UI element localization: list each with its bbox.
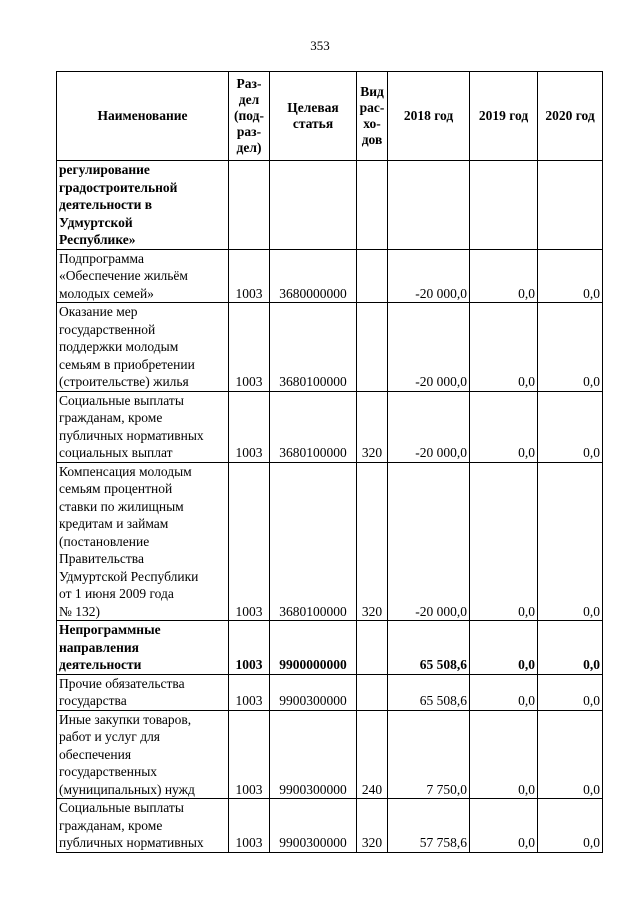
row-2018: -20 000,0 [388,303,470,392]
row-2019: 0,0 [470,249,538,303]
row-2019: 0,0 [470,621,538,675]
row-expense-type: 240 [357,710,388,799]
row-target: 3680100000 [270,391,357,462]
row-2020: 0,0 [538,249,603,303]
row-expense-type: 320 [357,391,388,462]
row-section: 1003 [229,621,270,675]
row-2018: 57 758,6 [388,799,470,853]
column-header-2019: 2019 год [470,72,538,161]
row-expense-type [357,303,388,392]
row-2020: 0,0 [538,391,603,462]
row-2018: -20 000,0 [388,391,470,462]
row-name: Подпрограмма «Обеспечение жильём молодых семей» [57,249,229,303]
row-target: 3680000000 [270,249,357,303]
row-name: регулирование градостроительной деятельности в Удмуртской Республике» [57,161,229,250]
row-2018: 7 750,0 [388,710,470,799]
table-row [57,799,603,853]
row-2020: 0,0 [538,462,603,621]
row-name: Оказание мер государственной поддержки молодым семьям в приобретении (строительстве) жилья [57,303,229,392]
row-name: Социальные выплаты гражданам, кроме публичных нормативных социальных выплат [57,391,229,462]
row-2019: 0,0 [470,799,538,853]
row-section: 1003 [229,391,270,462]
row-2020: 0,0 [538,621,603,675]
column-header-section: Раз- дел (под- раз- дел) [229,72,270,161]
row-2018: -20 000,0 [388,462,470,621]
row-section: 1003 [229,674,270,710]
column-header-expense-type: Вид рас- хо- дов [357,72,388,161]
row-section [229,161,270,250]
row-expense-type [357,161,388,250]
row-name: Компенсация молодым семьям процентной ставки по жилищным кредитам и займам (постановление Правительства Удмуртской Республики от 1 июня 2009 года № 132) [57,462,229,621]
row-target: 3680100000 [270,462,357,621]
row-section: 1003 [229,710,270,799]
row-target: 3680100000 [270,303,357,392]
row-target: 9900000000 [270,621,357,675]
row-expense-type: 320 [357,799,388,853]
row-2019: 0,0 [470,462,538,621]
row-target: 9900300000 [270,710,357,799]
table-header-row [57,72,603,161]
row-expense-type: 320 [357,462,388,621]
row-expense-type [357,621,388,675]
row-2020: 0,0 [538,674,603,710]
row-name: Социальные выплаты гражданам, кроме публичных нормативных [57,799,229,853]
row-section: 1003 [229,249,270,303]
row-expense-type [357,249,388,303]
table-row [57,710,603,799]
row-2018: 65 508,6 [388,674,470,710]
row-2020: 0,0 [538,799,603,853]
row-section: 1003 [229,462,270,621]
column-header-2018: 2018 год [388,72,470,161]
table-row [57,303,603,392]
budget-table [56,71,603,853]
row-2018 [388,161,470,250]
row-target [270,161,357,250]
row-2019: 0,0 [470,303,538,392]
page-number: 353 [310,38,330,53]
row-target: 9900300000 [270,799,357,853]
row-2020: 0,0 [538,710,603,799]
row-2018: -20 000,0 [388,249,470,303]
column-header-2020: 2020 год [538,72,603,161]
table-row [57,391,603,462]
row-2020 [538,161,603,250]
table-row [57,249,603,303]
row-name: Иные закупки товаров, работ и услуг для обеспечения государственных (муниципальных) нужд [57,710,229,799]
row-2019: 0,0 [470,391,538,462]
row-section: 1003 [229,303,270,392]
row-name: Прочие обязательства государства [57,674,229,710]
table-row [57,674,603,710]
row-2019: 0,0 [470,710,538,799]
row-2019: 0,0 [470,674,538,710]
table-row [57,462,603,621]
row-expense-type [357,674,388,710]
column-header-target: Целевая статья [270,72,357,161]
table-row [57,621,603,675]
row-2018: 65 508,6 [388,621,470,675]
row-2020: 0,0 [538,303,603,392]
row-2019 [470,161,538,250]
row-name: Непрограммные направления деятельности [57,621,229,675]
row-section: 1003 [229,799,270,853]
row-target: 9900300000 [270,674,357,710]
table-row [57,161,603,250]
column-header-name: Наименование [57,72,229,161]
